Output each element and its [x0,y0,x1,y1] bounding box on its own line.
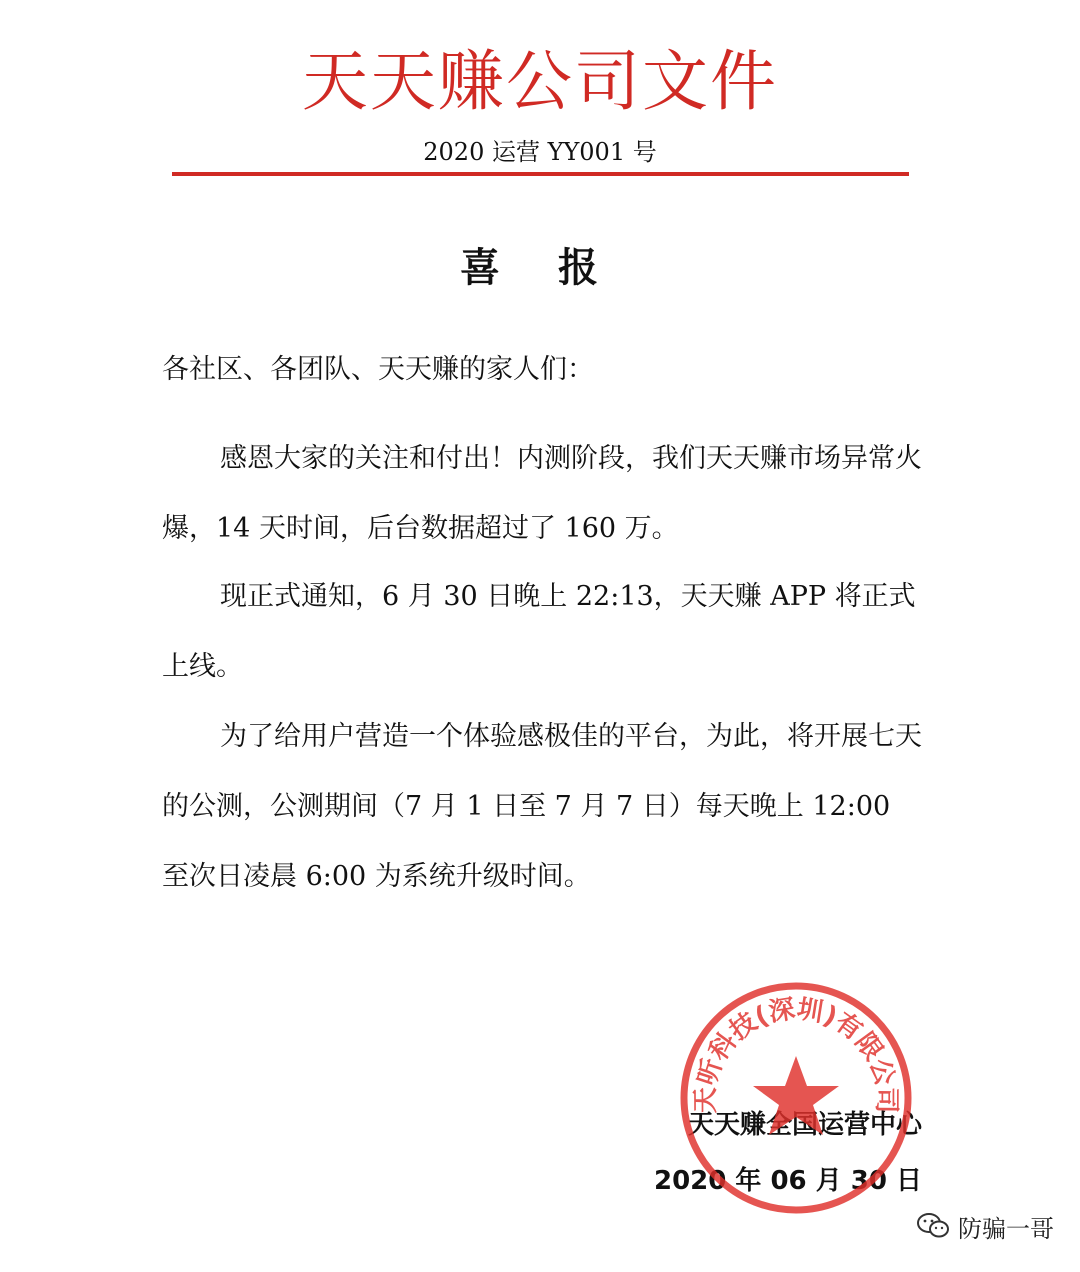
wechat-icon [916,1212,950,1240]
star-icon [753,1056,839,1135]
seal-text: 天听科技(深圳)有限公司 [690,994,902,1114]
official-seal-stamp [676,978,916,1218]
paragraph-3: 为了给用户营造一个体验感极佳的平台，为此，将开展七天的公测，公测期间（7 月 1 日至 7 月 7 日）每天晚上 12:00 至次日凌晨 6:00 为系统升级时间。 [162,721,922,892]
notice-heading: 喜 报 [460,245,620,291]
paragraph-2: 现正式通知，6 月 30 日晚上 22:13，天天赚 APP 将正式上线。 [162,581,916,682]
document-number: 2020 运营 YY001 号 [423,138,657,166]
paragraph-1: 感恩大家的关注和付出！内测阶段，我们天天赚市场异常火爆，14 天时间，后台数据超过了 160 万。 [162,443,922,544]
signature-line: 天天赚全国运营中心 [687,1110,922,1140]
company-title: 天天赚公司文件 [302,43,778,120]
greeting-line: 各社区、各团队、天天赚的家人们： [162,354,594,385]
red-divider [172,172,909,176]
watermark-text: 防骗一哥 [958,1214,1054,1243]
watermark [916,1206,1054,1246]
signature-date: 2020 年 06 月 30 日 [654,1166,922,1196]
